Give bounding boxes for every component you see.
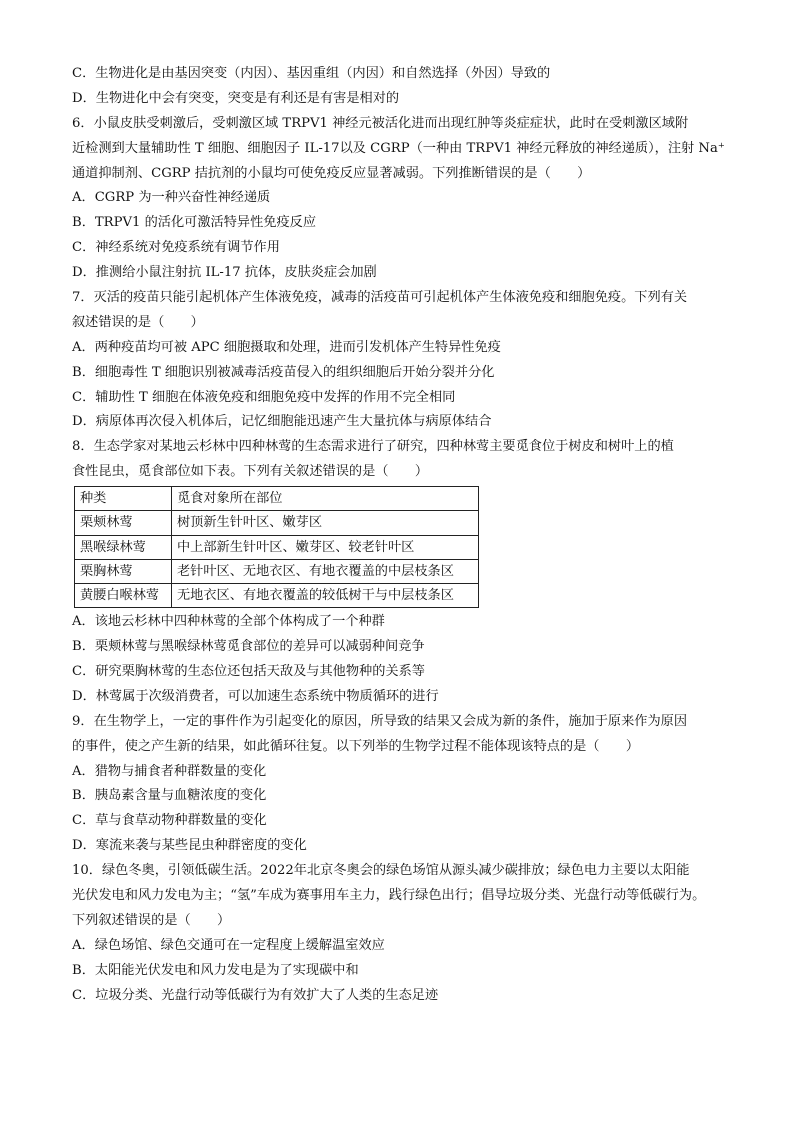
table-row	[75, 511, 479, 535]
q6-option-b: B．TRPV1 的活化可激活特异性免疫反应	[72, 215, 317, 231]
exam-page	[72, 62, 732, 1008]
q6-stem-line-1: 6．小鼠皮肤受刺激后，受刺激区域 TRPV1 神经元被活化进而出现红肿等炎症症状，此时在受刺激区域附	[72, 115, 689, 131]
table-cell: 无地衣区、有地衣覆盖的较低树干与中层枝条区	[172, 583, 479, 607]
q5-option-c: C．生物进化是由基因突变（内因）、基因重组（内因）和自然选择（外因）导致的	[72, 66, 551, 81]
q8-stem-line-2: 食性昆虫，觅食部位如下表。下列有关叙述错误的是（ ）	[72, 464, 429, 480]
q8-option-d: D．林莺属于次级消费者，可以加速生态系统中物质循环的进行	[72, 688, 439, 704]
q6-option-d: D．推测给小鼠注射抗 IL-17 抗体，皮肤炎症会加剧	[72, 265, 377, 281]
q7-option-b: B．细胞毒性 T 细胞识别被减毒活疫苗侵入的组织细胞后开始分裂并分化	[72, 364, 495, 380]
q6-option-a: A．CGRP 为一种兴奋性神经递质	[72, 190, 271, 206]
warbler-feeding-table	[74, 486, 479, 608]
q8-option-b: B．栗颊林莺与黑喉绿林莺觅食部位的差异可以减弱种间竞争	[72, 639, 425, 655]
q7-stem-line-1: 7．灭活的疫苗只能引起机体产生体液免疫，减毒的活疫苗可引起机体产生体液免疫和细胞免疫。下列有关	[72, 290, 688, 306]
table-header-cell: 觅食对象所在部位	[172, 487, 479, 511]
table-cell: 黑喉绿林莺	[75, 535, 172, 559]
table-cell: 中上部新生针叶区、嫩芽区、较老针叶区	[172, 535, 479, 559]
table-row	[75, 559, 479, 583]
q10-option-b: B．太阳能光伏发电和风力发电是为了实现碳中和	[72, 962, 359, 978]
table-header-cell: 种类	[75, 487, 172, 511]
q7-option-d: D．病原体再次侵入机体后，记忆细胞能迅速产生大量抗体与病原体结合	[72, 414, 492, 430]
q9-option-a: A．猎物与捕食者种群数量的变化	[72, 763, 267, 779]
table-cell: 黄腰白喉林莺	[75, 583, 172, 607]
q10-stem-line-3: 下列叙述错误的是（ ）	[72, 912, 231, 928]
table-cell: 栗颊林莺	[75, 511, 172, 535]
q9-option-c: C．草与食草动物种群数量的变化	[72, 813, 267, 829]
q9-option-d: D．寒流来袭与某些昆虫种群密度的变化	[72, 838, 307, 854]
q6-stem-line-2: 近检测到大量辅助性 T 细胞、细胞因子 IL-17以及 CGRP（一种由 TRPV1 神经元释放的神经递质），注射 Na⁺	[72, 140, 725, 156]
q8-stem-line-1: 8．生态学家对某地云杉林中四种林莺的生态需求进行了研究，四种林莺主要觅食位于树皮和树叶上的植	[72, 439, 674, 455]
q7-stem-line-2: 叙述错误的是（ ）	[72, 314, 204, 330]
table-row	[75, 535, 479, 559]
q8-option-a: A．该地云杉林中四种林莺的全部个体构成了一个种群	[72, 614, 385, 630]
table-cell: 栗胸林莺	[75, 559, 172, 583]
table-row	[75, 583, 479, 607]
q10-option-a: A．绿色场馆、绿色交通可在一定程度上缓解温室效应	[72, 937, 385, 953]
q9-option-b: B．胰岛素含量与血糖浓度的变化	[72, 788, 267, 804]
q10-stem-line-1: 10．绿色冬奥，引领低碳生活。2022年北京冬奥会的绿色场馆从源头减少碳排放；绿色电力主要以太阳能	[72, 863, 690, 879]
q5-option-d: D．生物进化中会有突变，突变是有利还是有害是相对的	[72, 90, 400, 106]
q7-option-c: C．辅助性 T 细胞在体液免疫和细胞免疫中发挥的作用不完全相同	[72, 389, 456, 405]
q8-option-c: C．研究栗胸林莺的生态位还包括天敌及与其他物种的关系等	[72, 663, 425, 679]
table-cell: 树顶新生针叶区、嫩芽区	[172, 511, 479, 535]
q6-option-c: C．神经系统对免疫系统有调节作用	[72, 240, 280, 256]
q10-stem-line-2: 光伏发电和风力发电为主；“氢”车成为赛事用车主力，践行绿色出行；倡导垃圾分类、光盘行动等低碳行为。	[72, 887, 706, 903]
q7-option-a: A．两种疫苗均可被 APC 细胞摄取和处理，进而引发机体产生特异性免疫	[72, 339, 501, 355]
q6-stem-line-3: 通道抑制剂、CGRP 拮抗剂的小鼠均可使免疫反应显著减弱。下列推断错误的是（ ）	[72, 165, 591, 181]
q10-option-c: C．垃圾分类、光盘行动等低碳行为有效扩大了人类的生态足迹	[72, 987, 439, 1003]
q9-stem-line-2: 的事件，使之产生新的结果，如此循环往复。以下列举的生物学过程不能体现该特点的是（ ）	[72, 738, 640, 754]
q9-stem-line-1: 9．在生物学上，一定的事件作为引起变化的原因，所导致的结果又会成为新的条件，施加于原来作为原因	[72, 713, 688, 729]
table-cell: 老针叶区、无地衣区、有地衣覆盖的中层枝条区	[172, 559, 479, 583]
table-header-row	[75, 487, 479, 511]
